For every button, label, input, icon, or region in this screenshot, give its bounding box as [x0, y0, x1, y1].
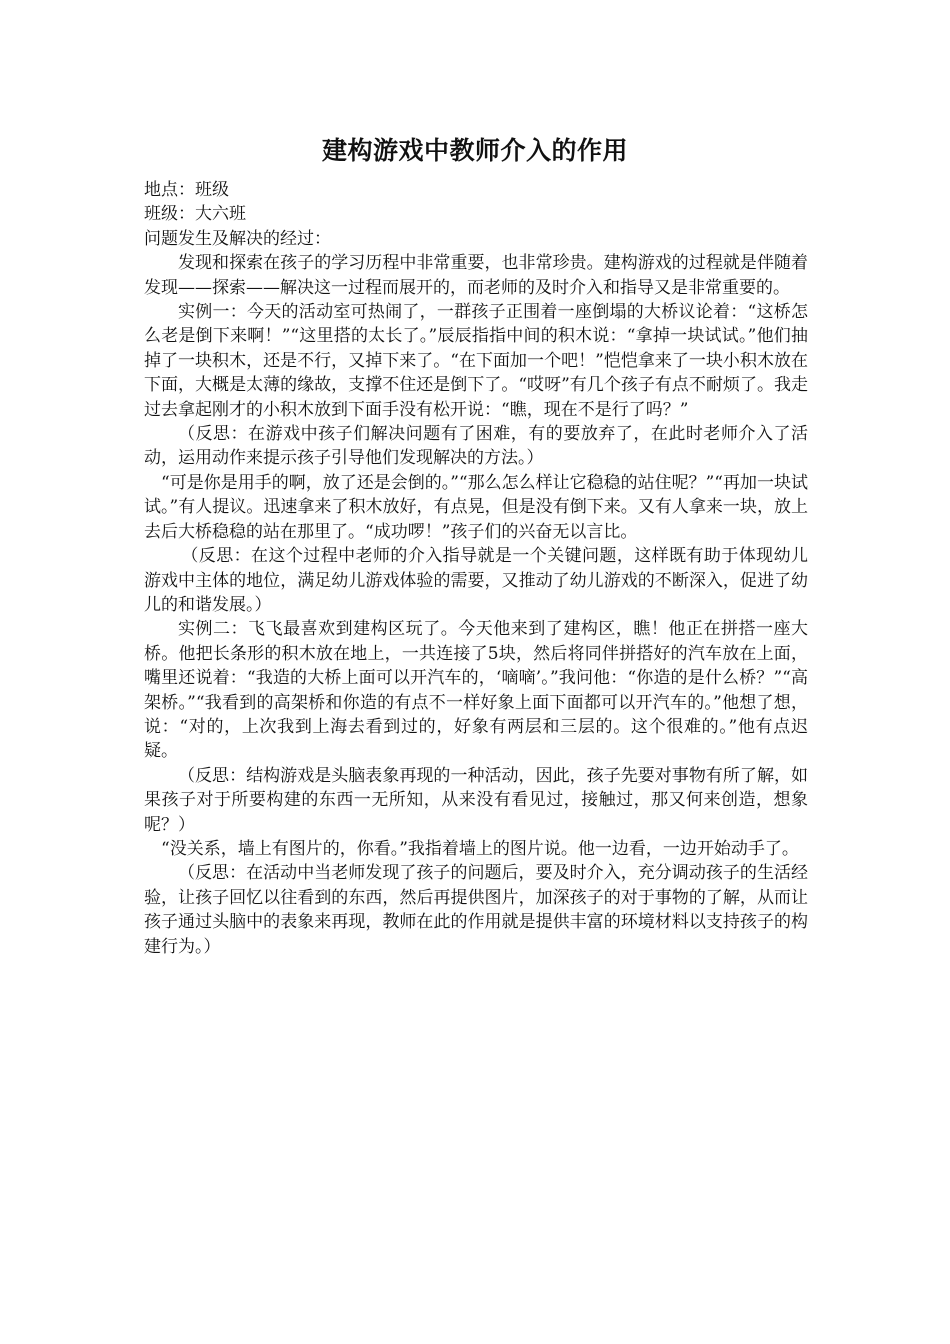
picture-hint-paragraph: “没关系，墙上有图片的，你看。”我指着墙上的图片说。他一边看，一边开始动手了。 [161, 838, 799, 859]
document-title: 建构游戏中教师介入的作用 [321, 136, 628, 165]
document-body [144, 178, 808, 959]
example-one-paragraph: 实例一：今天的活动室可热闹了，一群孩子正围着一座倒塌的大桥议论着：“这桥怎么老是倒下来啊！”“这里搭的太长了。”辰辰指指中间的积木说：“拿掉一块试试。”他们抽掉了一块积木，还是不行，又掉下来了。“在下面加一个吧！”恺恺拿来了一块小积木放在下面，大概是太薄的缘故，支撑不住还是倒下了。“哎呀”有几个孩子有点不耐烦了。我走过去拿起刚才的小积木放到下面手没有松开说：“瞧，现在不是行了吗？” [144, 302, 808, 420]
reflection-three-paragraph: （反思：结构游戏是头脑表象再现的一种活动，因此，孩子先要对事物有所了解，如果孩子对于所要构建的东西一无所知，从来没有看见过，接触过，那又何来创造，想象呢？） [144, 765, 808, 835]
dialogue-paragraph: “可是你是用手的啊，放了还是会倒的。”“那么怎么样让它稳稳的站住呢？”“再加一块试试。”有人提议。迅速拿来了积木放好，有点晃，但是没有倒下来。又有人拿来一块，放上去后大桥稳稳的站在那里了。“成功啰！”孩子们的兴奋无以言比。 [144, 472, 808, 542]
class-line: 班级：大六班 [144, 204, 246, 225]
reflection-four-paragraph: （反思：在活动中当老师发现了孩子的问题后，要及时介入，充分调动孩子的生活经验，让孩子回忆以往看到的东西，然后再提供图片，加深孩子的对于事物的了解，从而让孩子通过头脑中的表象来再现，教师在此的作用就是提供丰富的环境材料以支持孩子的构建行为。） [144, 863, 808, 957]
example-two-paragraph: 实例二：飞飞最喜欢到建构区玩了。今天他来到了建构区，瞧！他正在拼搭一座大桥。他把长条形的积木放在地上，一共连接了5块，然后将同伴拼搭好的汽车放在上面，嘴里还说着：“我造的大桥上面可以开汽车的，‘嘀嘀’。”我问他：“你造的是什么桥？”“高架桥。”“我看到的高架桥和你造的有点不一样好象上面下面都可以开汽车的。”他想了想，说：“对的，上次我到上海去看到过的，好象有两层和三层的。这个很难的。”他有点迟疑。 [144, 619, 808, 762]
process-heading: 问题发生及解决的经过： [144, 228, 331, 249]
reflection-one-paragraph: （反思：在游戏中孩子们解决问题有了困难，有的要放弃了，在此时老师介入了活动，运用动作来提示孩子引导他们发现解决的方法。） [144, 424, 808, 469]
location-line: 地点：班级 [144, 180, 229, 200]
reflection-two-paragraph: （反思：在这个过程中老师的介入指导就是一个关键问题，这样既有助于体现幼儿游戏中主体的地位，满足幼儿游戏体验的需要，又推动了幼儿游戏的不断深入，促进了幼儿的和谐发展。） [144, 546, 808, 615]
intro-paragraph: 发现和探索在孩子的学习历程中非常重要，也非常珍贵。建构游戏的过程就是伴随着发现——探索——解决这一过程而展开的，而老师的及时介入和指导又是非常重要的。 [144, 253, 808, 298]
